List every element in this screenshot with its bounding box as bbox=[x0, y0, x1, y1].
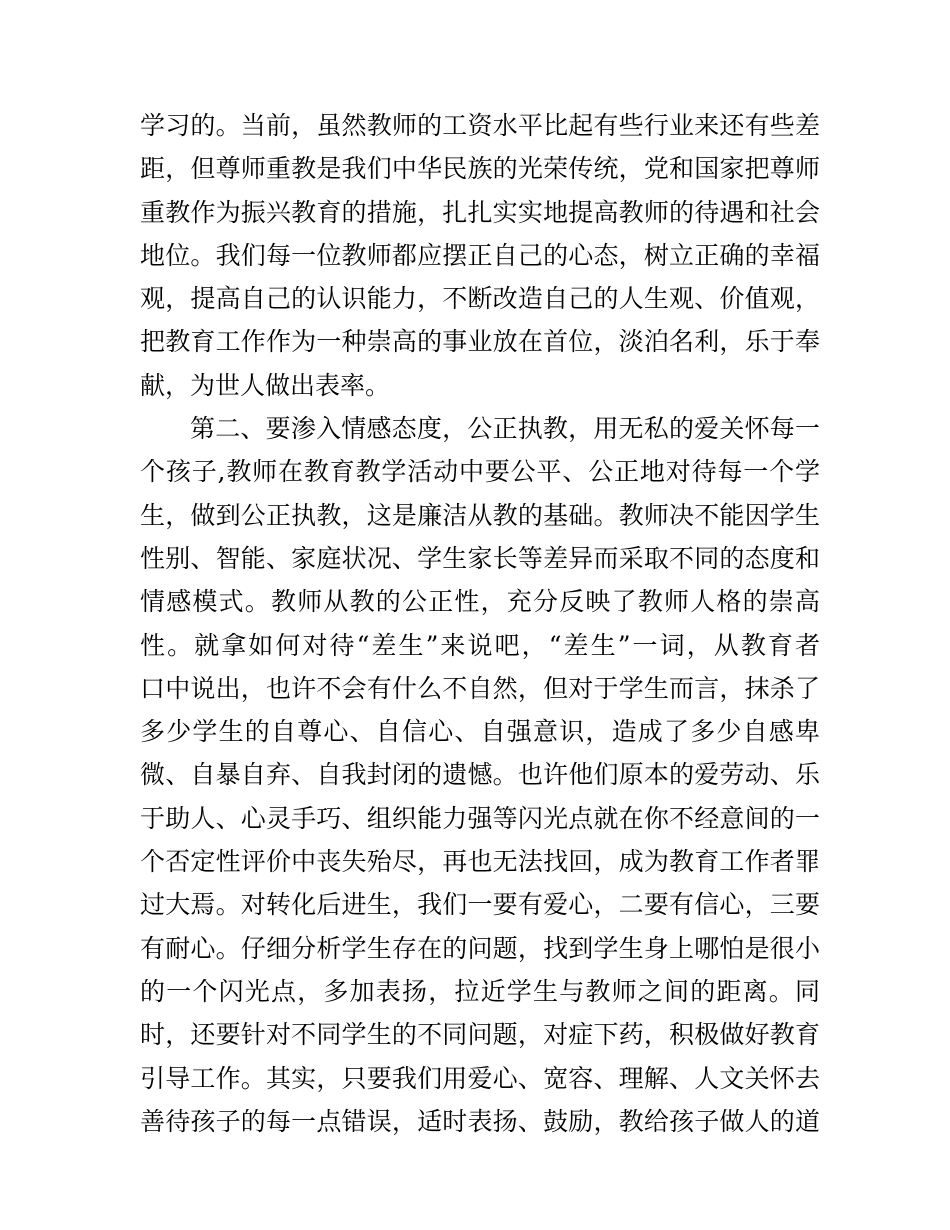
text-line: 个孩子,教师在教育教学活动中要公平、公正地对待每一个学 bbox=[140, 457, 820, 487]
text-line: 献，为世人做出表率。 bbox=[140, 370, 391, 400]
document-body bbox=[140, 104, 820, 1143]
paragraph-1 bbox=[140, 104, 820, 407]
paragraph-2 bbox=[140, 407, 820, 1143]
text-line: 引导工作。其实，只要我们用爱心、宽容、理解、人文关怀去 bbox=[140, 1063, 820, 1093]
text-line: 于助人、心灵手巧、组织能力强等闪光点就在你不经意间的一 bbox=[140, 803, 820, 833]
text-line: 生，做到公正执教，这是廉洁从教的基础。教师决不能因学生 bbox=[140, 500, 820, 530]
text-line: 口中说出，也许不会有什么不自然，但对于学生而言，抹杀了 bbox=[140, 673, 820, 703]
text-line: 第二、要渗入情感态度，公正执教，用无私的爱关怀每一 bbox=[190, 414, 820, 444]
text-line: 过大焉。对转化后进生，我们一要有爱心，二要有信心，三要 bbox=[140, 890, 820, 920]
text-line: 观，提高自己的认识能力，不断改造自己的人生观、价值观， bbox=[140, 284, 820, 314]
text-line: 个否定性评价中丧失殆尽，再也无法找回，成为教育工作者罪 bbox=[140, 847, 820, 877]
text-line: 多少学生的自尊心、自信心、自强意识，造成了多少自感卑 bbox=[140, 717, 820, 747]
text-line: 有耐心。仔细分析学生存在的问题，找到学生身上哪怕是很小 bbox=[140, 933, 820, 963]
text-line: 性。就拿如何对待“差生”来说吧，“差生”一词，从教育者 bbox=[140, 630, 820, 660]
text-line: 学习的。当前，虽然教师的工资水平比起有些行业来还有些差 bbox=[140, 111, 820, 140]
text-line: 的一个闪光点，多加表扬，拉近学生与教师之间的距离。同 bbox=[140, 976, 820, 1006]
text-line: 重教作为振兴教育的措施，扎扎实实地提高教师的待遇和社会 bbox=[140, 197, 820, 227]
text-line: 把教育工作作为一种崇高的事业放在首位，淡泊名利，乐于奉 bbox=[140, 327, 820, 357]
text-line: 地位。我们每一位教师都应摆正自己的心态，树立正确的幸福 bbox=[140, 240, 820, 270]
text-line: 微、自暴自弃、自我封闭的遗憾。也许他们原本的爱劳动、乐 bbox=[140, 760, 820, 790]
text-line: 善待孩子的每一点错误，适时表扬、鼓励，教给孩子做人的道 bbox=[140, 1106, 820, 1136]
text-line: 距，但尊师重教是我们中华民族的光荣传统，党和国家把尊师 bbox=[140, 154, 820, 184]
text-line: 情感模式。教师从教的公正性，充分反映了教师人格的崇高 bbox=[140, 587, 820, 617]
text-line: 性别、智能、家庭状况、学生家长等差异而采取不同的态度和 bbox=[140, 543, 820, 573]
text-line: 时，还要针对不同学生的不同问题，对症下药，积极做好教育 bbox=[140, 1020, 820, 1050]
